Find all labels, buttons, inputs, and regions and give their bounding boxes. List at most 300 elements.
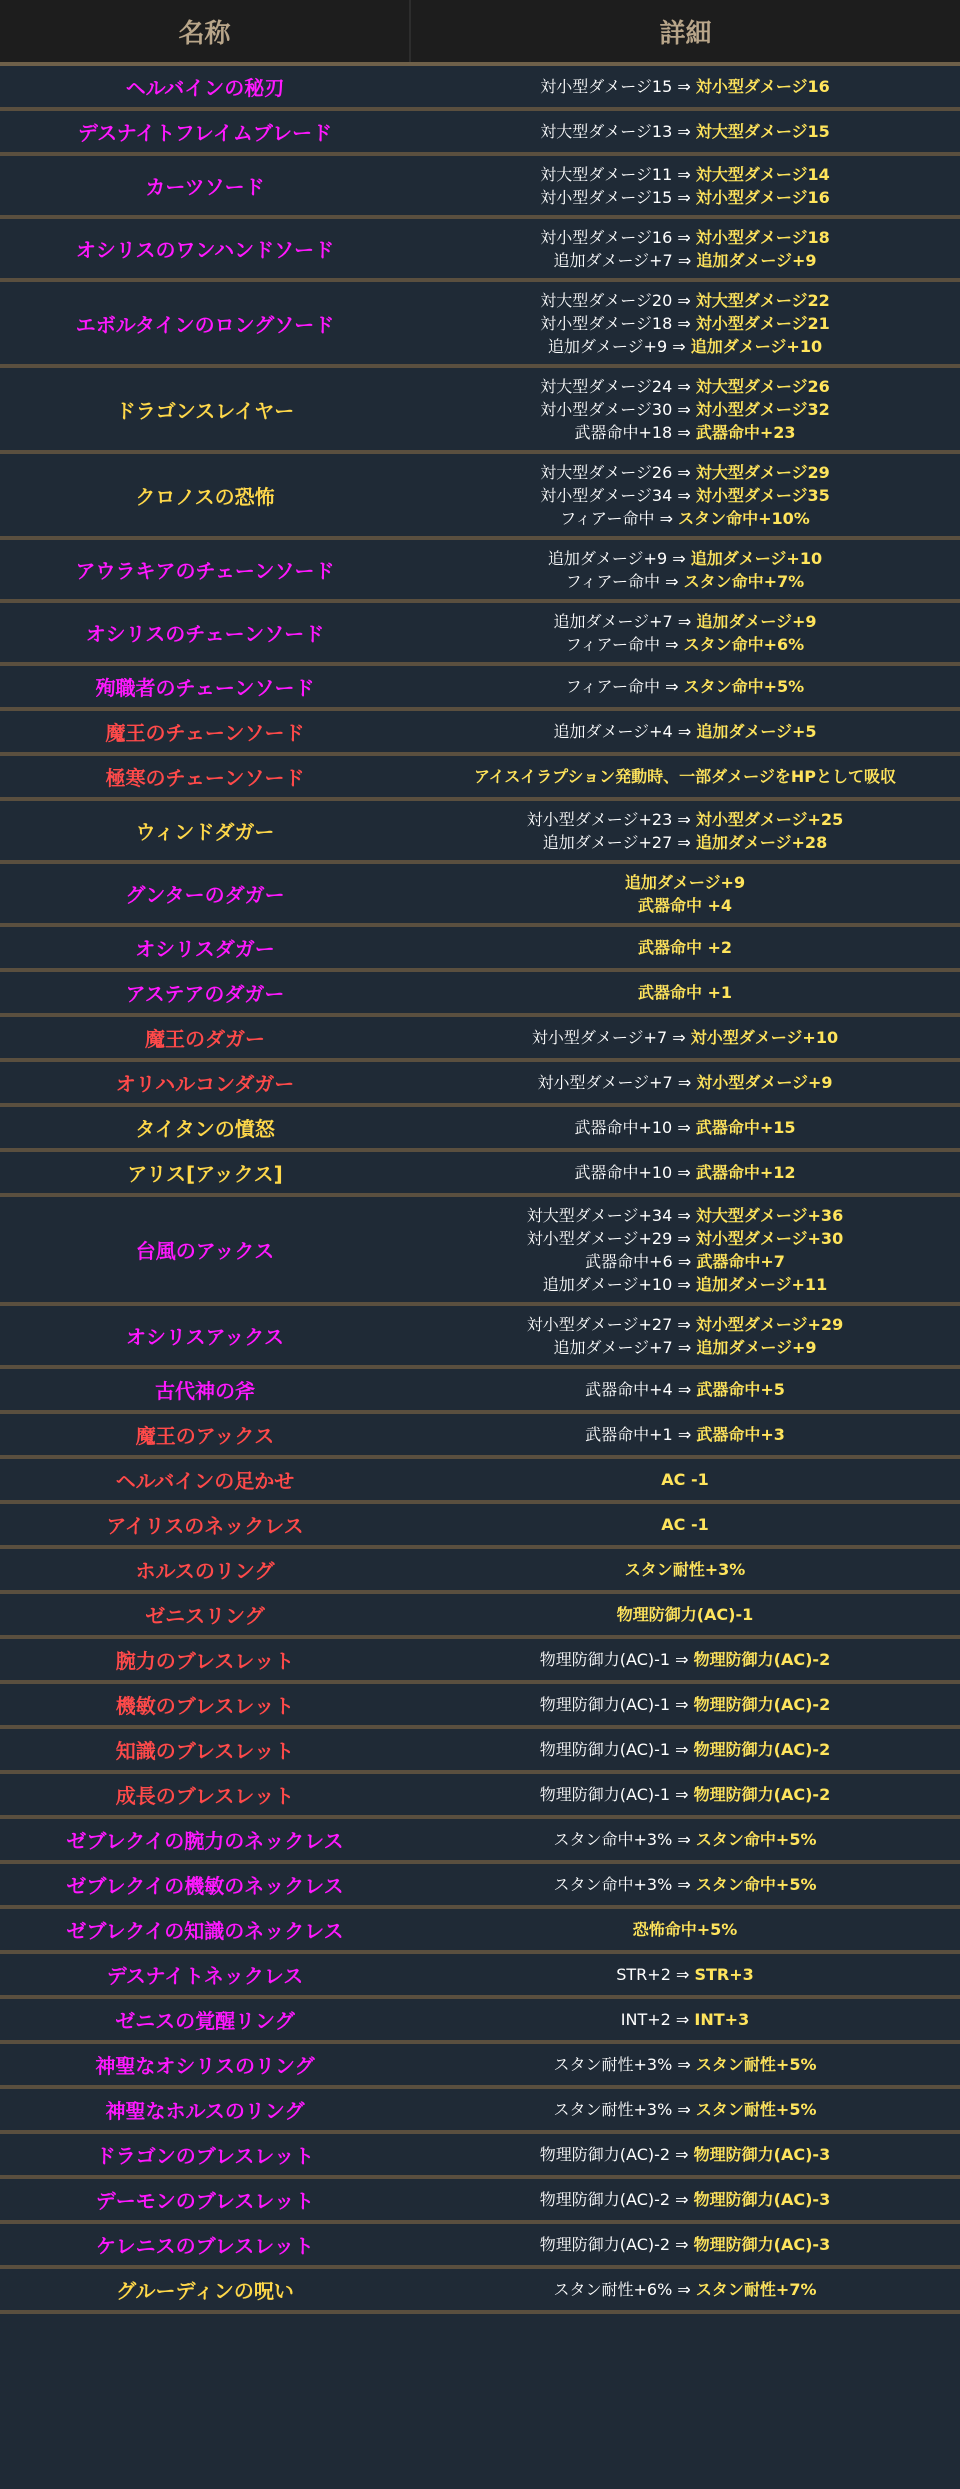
detail-line	[410, 1648, 960, 1671]
detail-from-value: 物理防御力(AC)-1	[539, 1785, 671, 1804]
detail-to-value: 対大型ダメージ15	[695, 122, 830, 141]
detail-to-value: 物理防御力(AC)-2	[693, 1785, 831, 1804]
arrow-icon: ⇒	[672, 1028, 686, 1047]
detail-line	[410, 226, 960, 249]
detail-to-value: スタン命中+5%	[683, 677, 805, 696]
table-row	[0, 1592, 960, 1637]
item-detail	[410, 452, 960, 538]
arrow-icon: ⇒	[677, 722, 692, 741]
arrow-icon: ⇒	[665, 634, 679, 654]
arrow-icon: ⇒	[677, 1073, 692, 1092]
table-row	[0, 538, 960, 601]
detail-from-value: 対大型ダメージ13	[540, 122, 673, 141]
detail-line	[410, 1603, 960, 1626]
item-name: グルーディンの呪い	[0, 2267, 410, 2312]
detail-line	[410, 2143, 960, 2166]
detail-to-value: 追加ダメージ+28	[695, 832, 828, 852]
table-row	[0, 1952, 960, 1997]
item-name: ウィンドダガー	[0, 799, 410, 862]
item-detail	[410, 2267, 960, 2312]
item-name: 神聖なオシリスのリング	[0, 2042, 410, 2087]
table-row	[0, 2042, 960, 2087]
detail-line	[410, 120, 960, 143]
arrow-icon: ⇒	[677, 1228, 691, 1248]
detail-line	[410, 1783, 960, 1806]
detail-to-value: 武器命中 +2	[637, 938, 733, 957]
arrow-icon: ⇒	[677, 122, 691, 141]
item-detail	[410, 1592, 960, 1637]
detail-line	[410, 894, 960, 917]
arrow-icon: ⇒	[677, 1205, 691, 1225]
detail-line	[410, 1423, 960, 1446]
item-name: 腕力のブレスレット	[0, 1637, 410, 1682]
table-row	[0, 1195, 960, 1304]
table-row	[0, 1412, 960, 1457]
detail-to-value: スタン命中+5%	[695, 1875, 817, 1894]
table-row	[0, 1150, 960, 1195]
detail-from-value: 追加ダメージ+27	[542, 832, 673, 852]
detail-to-value: 物理防御力(AC)-3	[693, 2235, 831, 2254]
detail-to-value: 武器命中 +1	[637, 983, 733, 1002]
item-detail	[410, 1015, 960, 1060]
item-name: ゼニスの覚醒リング	[0, 1997, 410, 2042]
table-row	[0, 970, 960, 1015]
table-row	[0, 799, 960, 862]
table-row	[0, 1907, 960, 1952]
detail-from-value: INT+2	[620, 2010, 671, 2029]
detail-from-value: 対小型ダメージ18	[540, 313, 673, 333]
detail-line	[410, 1558, 960, 1581]
detail-line	[410, 1468, 960, 1491]
item-detail	[410, 1952, 960, 1997]
table-row	[0, 2132, 960, 2177]
detail-line	[410, 1313, 960, 1336]
detail-from-value: 武器命中+18	[574, 422, 673, 442]
detail-line	[410, 335, 960, 358]
detail-to-value: 武器命中+5	[696, 1380, 785, 1399]
detail-to-value: AC -1	[661, 1515, 709, 1534]
item-detail	[410, 2042, 960, 2087]
detail-to-value: スタン耐性+7%	[695, 2280, 817, 2299]
detail-to-value: 追加ダメージ+5	[696, 722, 817, 741]
detail-from-value: STR+2	[616, 1965, 671, 1984]
detail-from-value: 物理防御力(AC)-1	[539, 1695, 671, 1714]
arrow-icon: ⇒	[677, 2280, 691, 2299]
arrow-icon: ⇒	[675, 2235, 689, 2254]
detail-line	[410, 2233, 960, 2256]
detail-from-value: 対小型ダメージ+27	[526, 1314, 673, 1334]
detail-from-value: 物理防御力(AC)-2	[539, 2235, 671, 2254]
arrow-icon: ⇒	[677, 290, 691, 310]
item-name: デスナイトフレイムブレード	[0, 109, 410, 154]
detail-from-value: 対大型ダメージ20	[540, 290, 673, 310]
item-name: ゼブレクイの知識のネックレス	[0, 1907, 410, 1952]
detail-line	[410, 2008, 960, 2031]
item-name: 魔王のアックス	[0, 1412, 410, 1457]
table-row	[0, 2222, 960, 2267]
item-detail	[410, 664, 960, 709]
detail-line	[410, 1116, 960, 1139]
item-name: アステアのダガー	[0, 970, 410, 1015]
detail-line	[410, 675, 960, 698]
table-row	[0, 2177, 960, 2222]
arrow-icon: ⇒	[677, 1830, 691, 1849]
item-name: カーツソード	[0, 154, 410, 217]
detail-to-value: 対小型ダメージ+29	[695, 1314, 844, 1334]
item-detail	[410, 1150, 960, 1195]
table-row	[0, 109, 960, 154]
item-name: ヘルバインの秘刃	[0, 64, 410, 109]
arrow-icon: ⇒	[677, 2055, 691, 2074]
detail-to-value: 追加ダメージ+11	[695, 1274, 828, 1294]
detail-to-value: 対小型ダメージ+25	[695, 809, 844, 829]
detail-from-value: 物理防御力(AC)-1	[539, 1740, 671, 1759]
item-name: 殉職者のチェーンソード	[0, 664, 410, 709]
detail-to-value: 追加ダメージ+9	[624, 872, 746, 892]
item-name: 魔王のダガー	[0, 1015, 410, 1060]
table-row	[0, 452, 960, 538]
item-name: オシリスのワンハンドソード	[0, 217, 410, 280]
detail-to-value: 追加ダメージ+10	[690, 548, 823, 568]
item-detail	[410, 1502, 960, 1547]
arrow-icon: ⇒	[677, 164, 691, 184]
detail-to-value: 武器命中+12	[695, 1163, 796, 1182]
detail-from-value: 対小型ダメージ34	[540, 485, 673, 505]
item-name: ゼブレクイの機敏のネックレス	[0, 1862, 410, 1907]
item-detail	[410, 109, 960, 154]
detail-to-value: 対小型ダメージ16	[695, 187, 830, 207]
arrow-icon: ⇒	[675, 2010, 690, 2029]
detail-to-value: スタン耐性+3%	[624, 1560, 746, 1579]
detail-to-value: 武器命中 +4	[637, 895, 733, 915]
detail-to-value: 武器命中+7	[696, 1251, 785, 1271]
table-row	[0, 1502, 960, 1547]
detail-to-value: スタン命中+10%	[678, 508, 810, 528]
table-row	[0, 1817, 960, 1862]
detail-from-value: 対小型ダメージ15	[540, 77, 673, 96]
detail-to-value: 物理防御力(AC)-3	[693, 2145, 831, 2164]
detail-to-value: 物理防御力(AC)-2	[693, 1695, 831, 1714]
arrow-icon: ⇒	[677, 1875, 691, 1894]
table-row	[0, 862, 960, 925]
arrow-icon: ⇒	[675, 2145, 689, 2164]
detail-line	[410, 461, 960, 484]
detail-to-value: 物理防御力(AC)-2	[693, 1740, 831, 1759]
detail-to-value: 物理防御力(AC)-2	[693, 1650, 831, 1669]
detail-line	[410, 75, 960, 98]
table-row	[0, 217, 960, 280]
detail-to-value: 対小型ダメージ+30	[695, 1228, 844, 1248]
detail-line	[410, 936, 960, 959]
detail-from-value: 対小型ダメージ16	[540, 227, 673, 247]
detail-to-value: 対小型ダメージ35	[695, 485, 830, 505]
item-name: ケレニスのブレスレット	[0, 2222, 410, 2267]
arrow-icon: ⇒	[677, 611, 692, 631]
item-name: ドラゴンのブレスレット	[0, 2132, 410, 2177]
table-row	[0, 154, 960, 217]
detail-to-value: スタン命中+6%	[683, 634, 805, 654]
detail-from-value: 対小型ダメージ+7	[537, 1073, 673, 1092]
item-detail	[410, 1304, 960, 1367]
item-name: 古代神の斧	[0, 1367, 410, 1412]
detail-line	[410, 2188, 960, 2211]
detail-from-value: 武器命中+10	[574, 1163, 673, 1182]
table-row	[0, 64, 960, 109]
item-name: 台風のアックス	[0, 1195, 410, 1304]
arrow-icon: ⇒	[677, 2100, 691, 2119]
detail-from-value: 武器命中+4	[585, 1380, 673, 1399]
detail-from-value: 対大型ダメージ11	[540, 164, 673, 184]
item-detail	[410, 925, 960, 970]
detail-from-value: 追加ダメージ+7	[553, 611, 673, 631]
item-detail	[410, 2222, 960, 2267]
item-name: 神聖なホルスのリング	[0, 2087, 410, 2132]
detail-from-value: フィアー命中	[560, 508, 655, 528]
detail-to-value: 対小型ダメージ+9	[696, 1073, 833, 1092]
detail-line	[410, 871, 960, 894]
item-detail	[410, 601, 960, 664]
detail-line	[410, 1378, 960, 1401]
detail-line	[410, 375, 960, 398]
item-detail	[410, 1772, 960, 1817]
item-detail	[410, 970, 960, 1015]
detail-to-value: 武器命中+3	[696, 1425, 785, 1444]
detail-from-value: スタン命中+3%	[553, 1875, 673, 1894]
item-name: アウラキアのチェーンソード	[0, 538, 410, 601]
detail-to-value: 対大型ダメージ29	[695, 462, 830, 482]
item-detail	[410, 1195, 960, 1304]
arrow-icon: ⇒	[659, 508, 673, 528]
arrow-icon: ⇒	[665, 571, 679, 591]
table-row	[0, 1772, 960, 1817]
detail-line	[410, 289, 960, 312]
detail-from-value: 対大型ダメージ24	[540, 376, 673, 396]
table-row	[0, 1015, 960, 1060]
detail-line	[410, 1026, 960, 1049]
detail-line	[410, 186, 960, 209]
detail-line	[410, 1336, 960, 1359]
item-name: エボルタインのロングソード	[0, 280, 410, 366]
item-name: ゼニスリング	[0, 1592, 410, 1637]
arrow-icon: ⇒	[677, 250, 692, 270]
detail-to-value: スタン命中+7%	[683, 571, 805, 591]
detail-to-value: 対大型ダメージ+36	[695, 1205, 844, 1225]
detail-line	[410, 1738, 960, 1761]
detail-to-value: 対小型ダメージ+10	[690, 1028, 839, 1047]
item-detail	[410, 1547, 960, 1592]
item-detail	[410, 1817, 960, 1862]
arrow-icon: ⇒	[677, 485, 691, 505]
item-name: アイリスのネックレス	[0, 1502, 410, 1547]
detail-to-value: 物理防御力(AC)-3	[693, 2190, 831, 2209]
item-name: デスナイトネックレス	[0, 1952, 410, 1997]
detail-from-value: スタン耐性+3%	[553, 2100, 673, 2119]
item-name: オシリスアックス	[0, 1304, 410, 1367]
table-row	[0, 601, 960, 664]
item-name: オシリスダガー	[0, 925, 410, 970]
item-detail	[410, 1682, 960, 1727]
item-detail	[410, 1862, 960, 1907]
detail-to-value: スタン耐性+5%	[695, 2055, 817, 2074]
detail-from-value: 武器命中+6	[585, 1251, 673, 1271]
table-row	[0, 1060, 960, 1105]
detail-from-value: 武器命中+10	[574, 1118, 673, 1137]
table-row	[0, 1105, 960, 1150]
item-detail	[410, 1412, 960, 1457]
detail-to-value: 追加ダメージ+9	[696, 1337, 817, 1357]
detail-line	[410, 249, 960, 272]
table-row	[0, 754, 960, 799]
detail-to-value: 対大型ダメージ14	[695, 164, 830, 184]
table-row	[0, 1457, 960, 1502]
detail-line	[410, 1513, 960, 1536]
item-detail	[410, 1060, 960, 1105]
column-header-detail: 詳細	[410, 0, 960, 64]
item-detail	[410, 1457, 960, 1502]
arrow-icon: ⇒	[677, 809, 691, 829]
detail-from-value: 対大型ダメージ26	[540, 462, 673, 482]
detail-to-value: 物理防御力(AC)-1	[616, 1605, 754, 1624]
arrow-icon: ⇒	[677, 187, 691, 207]
detail-to-value: アイスイラプション発動時、一部ダメージをHPとして吸収	[474, 767, 896, 786]
detail-from-value: 追加ダメージ+7	[553, 1337, 673, 1357]
arrow-icon: ⇒	[677, 77, 691, 96]
detail-from-value: 対小型ダメージ30	[540, 399, 673, 419]
item-name: ドラゴンスレイヤー	[0, 366, 410, 452]
detail-to-value: STR+3	[694, 1965, 754, 1984]
table-row	[0, 2267, 960, 2312]
arrow-icon: ⇒	[677, 1425, 692, 1444]
item-detail	[410, 1105, 960, 1150]
detail-from-value: 物理防御力(AC)-2	[539, 2145, 671, 2164]
table-row	[0, 1862, 960, 1907]
detail-line	[410, 1828, 960, 1851]
detail-from-value: 対小型ダメージ+29	[526, 1228, 673, 1248]
table-header-row	[0, 0, 960, 64]
item-name: オリハルコンダガー	[0, 1060, 410, 1105]
detail-line	[410, 1693, 960, 1716]
item-name: ヘルバインの足かせ	[0, 1457, 410, 1502]
detail-from-value: 追加ダメージ+7	[553, 250, 673, 270]
detail-to-value: 追加ダメージ+9	[696, 611, 817, 631]
arrow-icon: ⇒	[677, 1314, 691, 1334]
table-row	[0, 1727, 960, 1772]
detail-from-value: 対小型ダメージ15	[540, 187, 673, 207]
item-detail	[410, 1637, 960, 1682]
detail-from-value: 追加ダメージ+9	[547, 336, 668, 356]
detail-line	[410, 1161, 960, 1184]
table-row	[0, 1637, 960, 1682]
arrow-icon: ⇒	[677, 313, 691, 333]
arrow-icon: ⇒	[675, 1740, 689, 1759]
detail-from-value: スタン耐性+3%	[553, 2055, 673, 2074]
detail-line	[410, 547, 960, 570]
arrow-icon: ⇒	[675, 2190, 689, 2209]
detail-line	[410, 2098, 960, 2121]
detail-line	[410, 610, 960, 633]
item-name: 極寒のチェーンソード	[0, 754, 410, 799]
item-detail	[410, 2087, 960, 2132]
table-row	[0, 1367, 960, 1412]
arrow-icon: ⇒	[675, 1695, 689, 1714]
detail-line	[410, 507, 960, 530]
item-name: グンターのダガー	[0, 862, 410, 925]
table-row	[0, 280, 960, 366]
item-detail	[410, 1997, 960, 2042]
arrow-icon: ⇒	[672, 336, 686, 356]
table-row	[0, 1997, 960, 2042]
arrow-icon: ⇒	[677, 1163, 691, 1182]
detail-line	[410, 1273, 960, 1296]
item-name: 成長のブレスレット	[0, 1772, 410, 1817]
arrow-icon: ⇒	[675, 1650, 689, 1669]
table-row	[0, 1547, 960, 1592]
table-row	[0, 1304, 960, 1367]
detail-to-value: 武器命中+15	[695, 1118, 796, 1137]
arrow-icon: ⇒	[677, 422, 691, 442]
detail-from-value: フィアー命中	[565, 677, 661, 696]
detail-line	[410, 1963, 960, 1986]
detail-line	[410, 1918, 960, 1941]
detail-from-value: 対小型ダメージ+7	[531, 1028, 668, 1047]
detail-from-value: 対大型ダメージ+34	[526, 1205, 673, 1225]
table-row	[0, 709, 960, 754]
detail-line	[410, 2278, 960, 2301]
detail-to-value: 対小型ダメージ21	[695, 313, 830, 333]
detail-to-value: スタン耐性+5%	[695, 2100, 817, 2119]
detail-to-value: 対大型ダメージ26	[695, 376, 830, 396]
detail-line	[410, 421, 960, 444]
detail-to-value: 恐怖命中+5%	[632, 1920, 738, 1939]
table-row	[0, 1682, 960, 1727]
item-name: ホルスのリング	[0, 1547, 410, 1592]
arrow-icon: ⇒	[677, 462, 691, 482]
detail-from-value: スタン命中+3%	[553, 1830, 673, 1849]
detail-line	[410, 1873, 960, 1896]
detail-line	[410, 1071, 960, 1094]
table-body	[0, 64, 960, 2312]
detail-from-value: 物理防御力(AC)-2	[539, 2190, 671, 2209]
item-detail	[410, 280, 960, 366]
detail-line	[410, 398, 960, 421]
detail-line	[410, 981, 960, 1004]
arrow-icon: ⇒	[672, 548, 686, 568]
item-name: アリス[アックス]	[0, 1150, 410, 1195]
arrow-icon: ⇒	[675, 1965, 690, 1984]
table-row	[0, 2087, 960, 2132]
item-name: オシリスのチェーンソード	[0, 601, 410, 664]
column-header-name: 名称	[0, 0, 410, 64]
table-row	[0, 366, 960, 452]
item-detail	[410, 366, 960, 452]
arrow-icon: ⇒	[677, 227, 691, 247]
arrow-icon: ⇒	[677, 1251, 692, 1271]
arrow-icon: ⇒	[677, 832, 691, 852]
table-row	[0, 925, 960, 970]
item-name: タイタンの憤怒	[0, 1105, 410, 1150]
detail-to-value: INT+3	[694, 2010, 750, 2029]
item-detail	[410, 2177, 960, 2222]
detail-from-value: 物理防御力(AC)-1	[539, 1650, 671, 1669]
detail-line	[410, 720, 960, 743]
detail-from-value: 追加ダメージ+4	[553, 722, 673, 741]
detail-to-value: 追加ダメージ+10	[690, 336, 823, 356]
item-detail	[410, 754, 960, 799]
detail-line	[410, 2053, 960, 2076]
detail-from-value: スタン耐性+6%	[553, 2280, 673, 2299]
detail-line	[410, 1227, 960, 1250]
arrow-icon: ⇒	[677, 1380, 692, 1399]
